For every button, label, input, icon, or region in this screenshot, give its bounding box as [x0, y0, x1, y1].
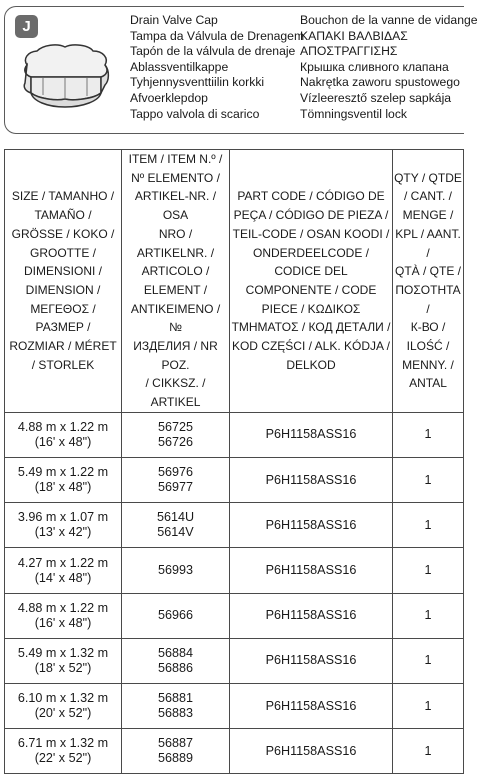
part-name: Tapón de la válvula de drenaje: [130, 44, 296, 59]
qty-cell: 1: [393, 593, 464, 638]
item-cell: 56976 56977: [122, 458, 230, 503]
qty-cell: 1: [393, 548, 464, 593]
qty-cell: 1: [393, 729, 464, 774]
table-row: [5, 683, 464, 728]
qty-cell: 1: [393, 683, 464, 728]
part-code-cell: P6H1158ASS16: [230, 729, 393, 774]
table-row: [5, 458, 464, 503]
table-row: [5, 593, 464, 638]
qty-cell: 1: [393, 412, 464, 457]
part-code-cell: P6H1158ASS16: [230, 412, 393, 457]
size-cell: 4.88 m x 1.22 m (16' x 48"): [5, 593, 122, 638]
table-row: [5, 729, 464, 774]
part-code-cell: P6H1158ASS16: [230, 638, 393, 683]
part-name: Tömningsventil lock: [300, 106, 408, 121]
size-cell: 3.96 m x 1.07 m (13' x 42"): [5, 503, 122, 548]
table-row: [5, 638, 464, 683]
part-code-cell: P6H1158ASS16: [230, 503, 393, 548]
part-names-left: [130, 13, 304, 122]
part-code-cell: P6H1158ASS16: [230, 458, 393, 503]
size-cell: 4.27 m x 1.22 m (14' x 48"): [5, 548, 122, 593]
qty-cell: 1: [393, 458, 464, 503]
item-cell: 56881 56883: [122, 683, 230, 728]
part-names-right: [300, 13, 478, 122]
qty-cell: 1: [393, 638, 464, 683]
size-cell: 5.49 m x 1.32 m (18' x 52"): [5, 638, 122, 683]
part-name: Vízleeresztő szelep sapkája: [300, 90, 452, 105]
item-cell: 56884 56886: [122, 638, 230, 683]
header-part-code: PART CODE / CÓDIGO DE PEÇA / CÓDIGO DE PIEZA / TEIL-CODE / OSAN KOODI / ONDERDEELCODE / CODICE DEL COMPONENTE / CODE PIECE / ΚΩΔΙΚΟΣ ΤΜΗΜΑΤΟΣ / КОД ДЕТАЛИ / KOD CZĘŚCI / ALK. KÓDJA / DELKOD: [230, 150, 393, 413]
part-name: Крышка сливного клапана: [300, 59, 449, 74]
parts-table: [4, 149, 464, 774]
header-size: SIZE / TAMANHO / TAMAÑO / GRÖSSE / KOKO / GROOTTE / DIMENSIONI / DIMENSION / ΜΕΓΕΘΟΣ / РАЗМЕР / ROZMIAR / MÉRET / STORLEK: [5, 150, 122, 413]
part-name: Ablassventilkappe: [130, 59, 229, 74]
part-info-box: [4, 6, 478, 134]
header-item: ITEM / ITEM N.º / Nº ELEMENTO / ARTIKEL-NR. / OSA NRO / ARTIKELNR. / ARTICOLO / ELEMENT / ΑΝΤΙΚΕΙΜΕΝΟ / № ИЗДЕЛИЯ / NR POZ. / CIKKSZ. / ARTIKEL: [122, 150, 230, 413]
part-code-cell: P6H1158ASS16: [230, 683, 393, 728]
part-name: Drain Valve Cap: [130, 13, 218, 27]
part-name: Tappo valvola di scarico: [130, 106, 260, 121]
size-cell: 4.88 m x 1.22 m (16' x 48"): [5, 412, 122, 457]
item-cell: 56993: [122, 548, 230, 593]
qty-cell: 1: [393, 503, 464, 548]
part-letter-badge: J: [15, 15, 38, 38]
part-code-cell: P6H1158ASS16: [230, 548, 393, 593]
drain-valve-cap-icon: [13, 37, 117, 117]
item-cell: 56966: [122, 593, 230, 638]
part-name: ΑΠΟΣΤΡΑΓΓΙΣΗΣ: [300, 44, 398, 59]
item-cell: 5614U 5614V: [122, 503, 230, 548]
item-cell: 56725 56726: [122, 412, 230, 457]
part-name: Nakrętka zaworu spustowego: [300, 75, 460, 90]
part-name: Bouchon de la vanne de vidange: [300, 13, 478, 27]
table-row: [5, 503, 464, 548]
part-name: Tampa da Válvula de Drenagem: [130, 28, 305, 43]
table-row: [5, 412, 464, 457]
part-name: Tyhjennysventtiilin korkki: [130, 75, 265, 90]
part-name: ΚΑΠΑΚΙ ΒΑΛΒΙΔΑΣ: [300, 28, 408, 43]
size-cell: 6.71 m x 1.32 m (22' x 52"): [5, 729, 122, 774]
part-name: Afvoerklepdop: [130, 90, 208, 105]
header-qty: QTY / QTDE / CANT. / MENGE / KPL / AANT. / QTÀ / QTE / ΠΟΣΟΤΗΤΑ / К-ВО / ILOŚĆ / MENNY. / ANTAL: [393, 150, 464, 413]
size-cell: 5.49 m x 1.22 m (18' x 48"): [5, 458, 122, 503]
item-cell: 56887 56889: [122, 729, 230, 774]
part-code-cell: P6H1158ASS16: [230, 593, 393, 638]
table-header-row: [5, 150, 464, 413]
size-cell: 6.10 m x 1.32 m (20' x 52"): [5, 683, 122, 728]
table-row: [5, 548, 464, 593]
